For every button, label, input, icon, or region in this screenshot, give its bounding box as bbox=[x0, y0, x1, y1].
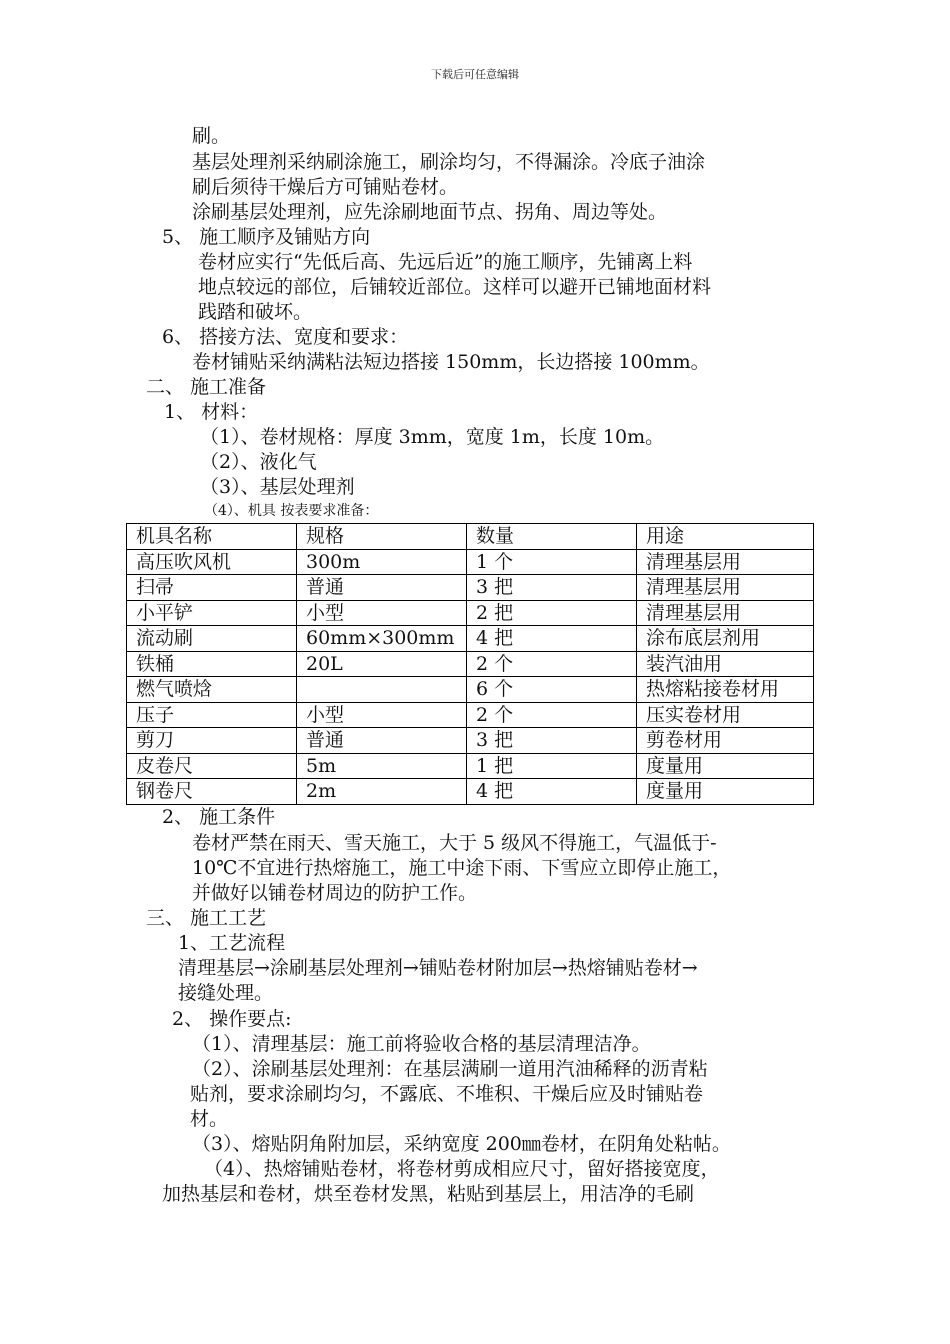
table-cell: 压实卷材用 bbox=[637, 702, 814, 728]
table-header-cell: 规格 bbox=[297, 524, 467, 550]
table-cell: 铁桶 bbox=[127, 651, 297, 677]
section-heading: 5、 施工顺序及铺贴方向 bbox=[162, 226, 371, 248]
table-cell: 压子 bbox=[127, 702, 297, 728]
table-cell: 2 个 bbox=[467, 651, 637, 677]
table-row bbox=[127, 651, 814, 677]
table-cell: 剪卷材用 bbox=[637, 728, 814, 754]
text-line: 基层处理剂采纳刷涂施工，刷涂均匀，不得漏涂。冷底子油涂 bbox=[192, 151, 706, 173]
list-item: （4）、机具 按表要求准备： bbox=[204, 503, 379, 519]
table-row bbox=[127, 549, 814, 575]
table-header-cell: 机具名称 bbox=[127, 524, 297, 550]
table-row bbox=[127, 600, 814, 626]
text-line: 加热基层和卷材，烘至卷材发黑，粘贴到基层上，用洁净的毛刷 bbox=[162, 1183, 695, 1205]
table-row bbox=[127, 626, 814, 652]
list-item: （1）、清理基层：施工前将验收合格的基层清理洁净。 bbox=[192, 1033, 651, 1055]
chapter-heading: 二、 施工准备 bbox=[146, 376, 267, 398]
page-header-note: 下载后可任意编辑 bbox=[431, 68, 519, 81]
table-cell: 度量用 bbox=[637, 779, 814, 805]
text-line: 涂刷基层处理剂，应先涂刷地面节点、拐角、周边等处。 bbox=[192, 201, 668, 223]
table-cell: 热熔粘接卷材用 bbox=[637, 677, 814, 703]
table-cell: 流动刷 bbox=[127, 626, 297, 652]
section-heading: 2、 操作要点: bbox=[172, 1008, 292, 1030]
table-cell: 钢卷尺 bbox=[127, 779, 297, 805]
table-header-cell: 用途 bbox=[637, 524, 814, 550]
table-cell: 小平铲 bbox=[127, 600, 297, 626]
table-cell: 清理基层用 bbox=[637, 549, 814, 575]
text-line: 接缝处理。 bbox=[178, 982, 274, 1004]
table-cell: 清理基层用 bbox=[637, 575, 814, 601]
text-line: 刷。 bbox=[192, 125, 231, 147]
list-item: （3）、基层处理剂 bbox=[200, 476, 355, 498]
table-cell: 小型 bbox=[297, 600, 467, 626]
table-row bbox=[127, 728, 814, 754]
table-cell: 燃气喷焓 bbox=[127, 677, 297, 703]
table-cell: 2m bbox=[297, 779, 467, 805]
section-heading: 6、 搭接方法、宽度和要求： bbox=[162, 326, 409, 348]
section-heading: 1、 材料： bbox=[164, 401, 259, 423]
table-cell: 3 把 bbox=[467, 728, 637, 754]
list-item: （3）、熔贴阴角附加层，采纳宽度 200㎜卷材，在阴角处粘帖。 bbox=[192, 1133, 731, 1155]
table-cell: 扫帚 bbox=[127, 575, 297, 601]
table-cell: 60mm×300mm bbox=[297, 626, 467, 652]
table-cell: 剪刀 bbox=[127, 728, 297, 754]
table-cell: 4 把 bbox=[467, 779, 637, 805]
text-line: 卷材铺贴采纳满粘法短边搭接 150mm，长边搭接 100mm。 bbox=[192, 351, 710, 373]
text-line: 践踏和破坏。 bbox=[198, 301, 313, 323]
table-cell: 2 个 bbox=[467, 702, 637, 728]
table-cell: 1 个 bbox=[467, 549, 637, 575]
table-cell: 涂布底层剂用 bbox=[637, 626, 814, 652]
text-line: 地点较远的部位，后铺较近部位。这样可以避开已铺地面材料 bbox=[198, 276, 712, 298]
table-cell: 4 把 bbox=[467, 626, 637, 652]
text-line: 材。 bbox=[190, 1108, 229, 1130]
tools-table bbox=[126, 523, 814, 805]
table-row bbox=[127, 779, 814, 805]
table-cell: 5m bbox=[297, 753, 467, 779]
section-heading: 2、 施工条件 bbox=[162, 806, 276, 828]
table-row bbox=[127, 575, 814, 601]
section-heading: 1、工艺流程 bbox=[178, 932, 286, 954]
list-item: （1）、卷材规格：厚度 3mm，宽度 1m，长度 10m。 bbox=[200, 426, 665, 448]
text-line: 10℃不宜进行热熔施工，施工中途下雨、下雪应立即停止施工， bbox=[192, 857, 732, 879]
text-line: 卷材应实行“先低后高、先远后近”的施工顺序，先铺离上料 bbox=[198, 251, 693, 273]
text-line: 卷材严禁在雨天、雪天施工，大于 5 级风不得施工，气温低于- bbox=[192, 832, 717, 854]
table-cell: 清理基层用 bbox=[637, 600, 814, 626]
table-cell: 普通 bbox=[297, 575, 467, 601]
table-cell: 小型 bbox=[297, 702, 467, 728]
table-cell: 装汽油用 bbox=[637, 651, 814, 677]
table-cell: 1 把 bbox=[467, 753, 637, 779]
table-header-cell: 数量 bbox=[467, 524, 637, 550]
table-row bbox=[127, 753, 814, 779]
text-line: 并做好以铺卷材周边的防护工作。 bbox=[192, 882, 478, 904]
chapter-heading: 三、 施工工艺 bbox=[146, 907, 267, 929]
table-cell: 高压吹风机 bbox=[127, 549, 297, 575]
table-row bbox=[127, 677, 814, 703]
table-cell: 20L bbox=[297, 651, 467, 677]
text-line: 刷后须待干燥后方可铺贴卷材。 bbox=[192, 176, 459, 198]
list-item: （2）、涂刷基层处理剂：在基层满刷一道用汽油稀释的沥青粘 bbox=[192, 1058, 708, 1080]
table-cell: 普通 bbox=[297, 728, 467, 754]
list-item: （2）、液化气 bbox=[200, 451, 317, 473]
text-line: 贴剂，要求涂刷均匀，不露底、不堆积、干燥后应及时铺贴卷 bbox=[190, 1083, 704, 1105]
table-cell: 2 把 bbox=[467, 600, 637, 626]
table-cell: 300m bbox=[297, 549, 467, 575]
table-cell bbox=[297, 677, 467, 703]
list-item: （4）、热熔铺贴卷材，将卷材剪成相应尺寸，留好搭接宽度， bbox=[204, 1158, 720, 1180]
table-cell: 6 个 bbox=[467, 677, 637, 703]
table-cell: 3 把 bbox=[467, 575, 637, 601]
text-line: 清理基层→涂刷基层处理剂→铺贴卷材附加层→热熔铺贴卷材→ bbox=[178, 957, 698, 979]
table-row bbox=[127, 702, 814, 728]
table-cell: 皮卷尺 bbox=[127, 753, 297, 779]
table-cell: 度量用 bbox=[637, 753, 814, 779]
table-header-row bbox=[127, 524, 814, 550]
